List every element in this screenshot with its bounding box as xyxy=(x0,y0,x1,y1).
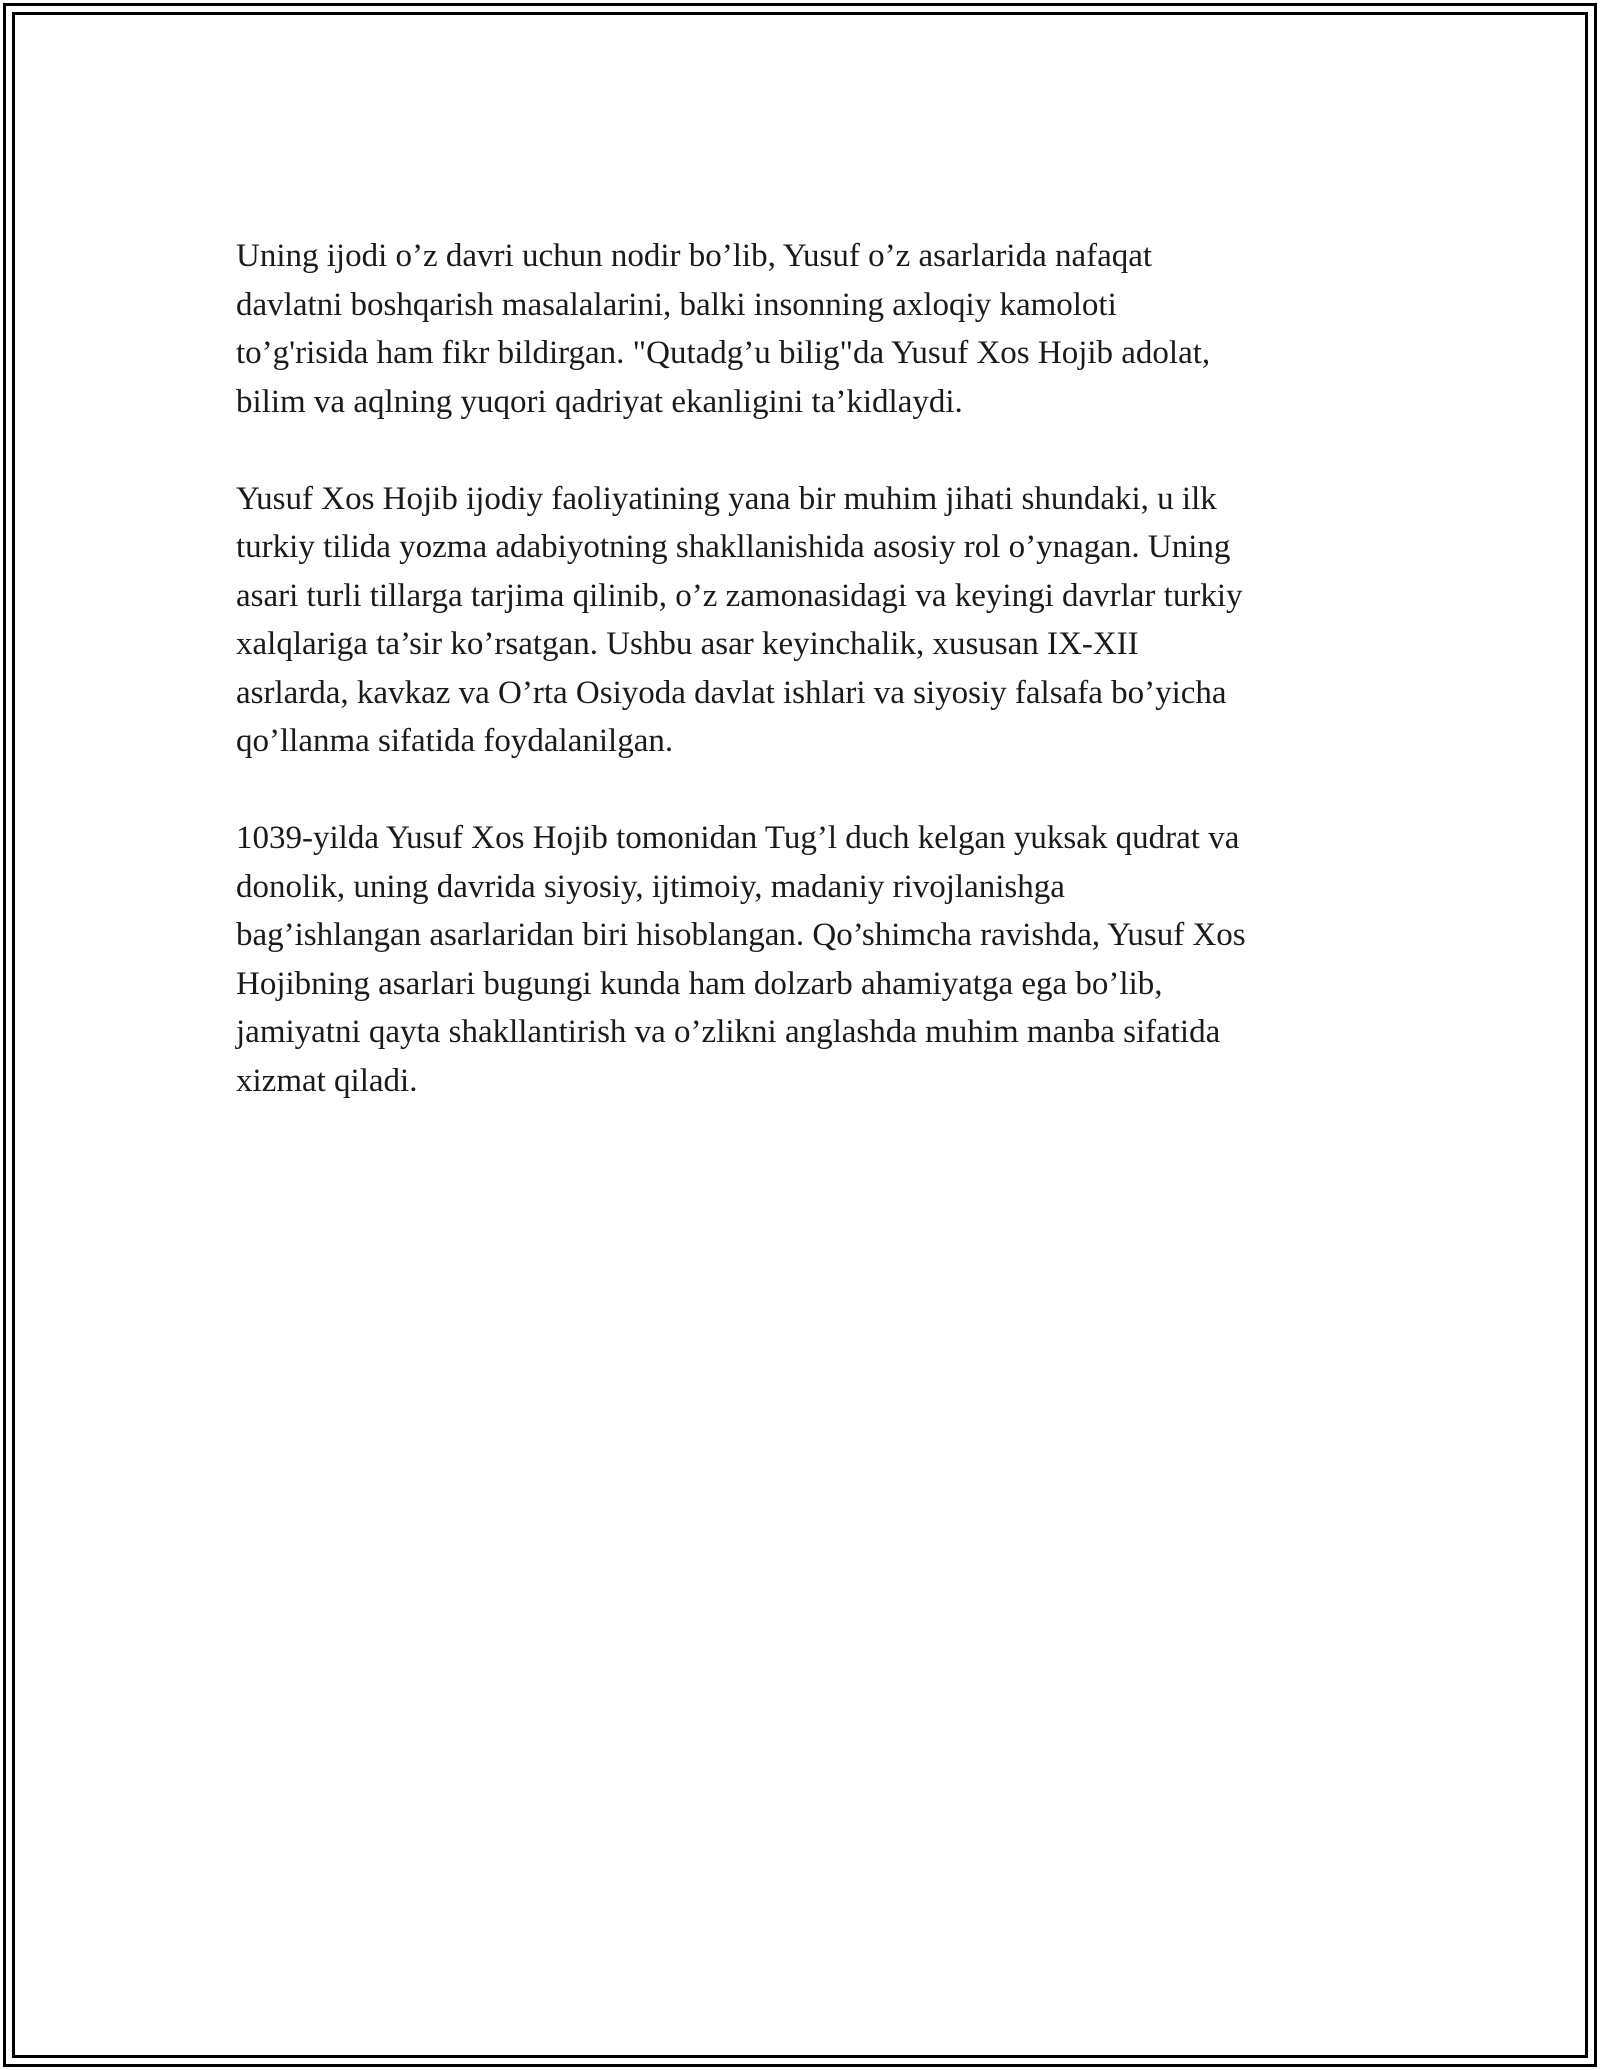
document-body xyxy=(236,232,1386,1154)
paragraph-1: Uning ijodi o’z davri uchun nodir bo’lib, Yusuf o’z asarlarida nafaqat davlatni boshqarish masalalarini, balki insonning axloqiy kamoloti to’g'risida ham fikr bildirgan. "Qutadg’u bilig"da Yusuf Xos Hojib adolat, bilim va aqlning yuqori qadriyat ekanligini ta’kidlaydi. xyxy=(236,238,1211,420)
paragraph-3: 1039-yilda Yusuf Xos Hojib tomonidan Tug’l duch kelgan yuksak qudrat va donolik, uning davrida siyosiy, ijtimoiy, madaniy rivojlanishga bag’ishlangan asarlaridan biri hisoblangan. Qo’shimcha ravishda, Yusuf Xos Hojibning asarlari bugungi kunda ham dolzarb ahamiyatga ega bo’lib, jamiyatni qayta shakllantirish va o’zlikni anglashda muhim manba sifatida xizmat qiladi. xyxy=(236,820,1246,1099)
paragraph-2: Yusuf Xos Hojib ijodiy faoliyatining yana bir muhim jihati shundaki, u ilk turkiy tilida yozma adabiyotning shakllanishida asosiy rol o’ynagan. Uning asari turli tillarga tarjima qilinib, o’z zamonasidagi va keyingi davrlar turkiy xalqlariga ta’sir ko’rsatgan. Ushbu asar keyinchalik, xususan IX-XII asrlarda, kavkaz va O’rta Osiyoda davlat ishlari va siyosiy falsafa bo’yicha qo’llanma sifatida foydalanilgan. xyxy=(236,480,1243,759)
